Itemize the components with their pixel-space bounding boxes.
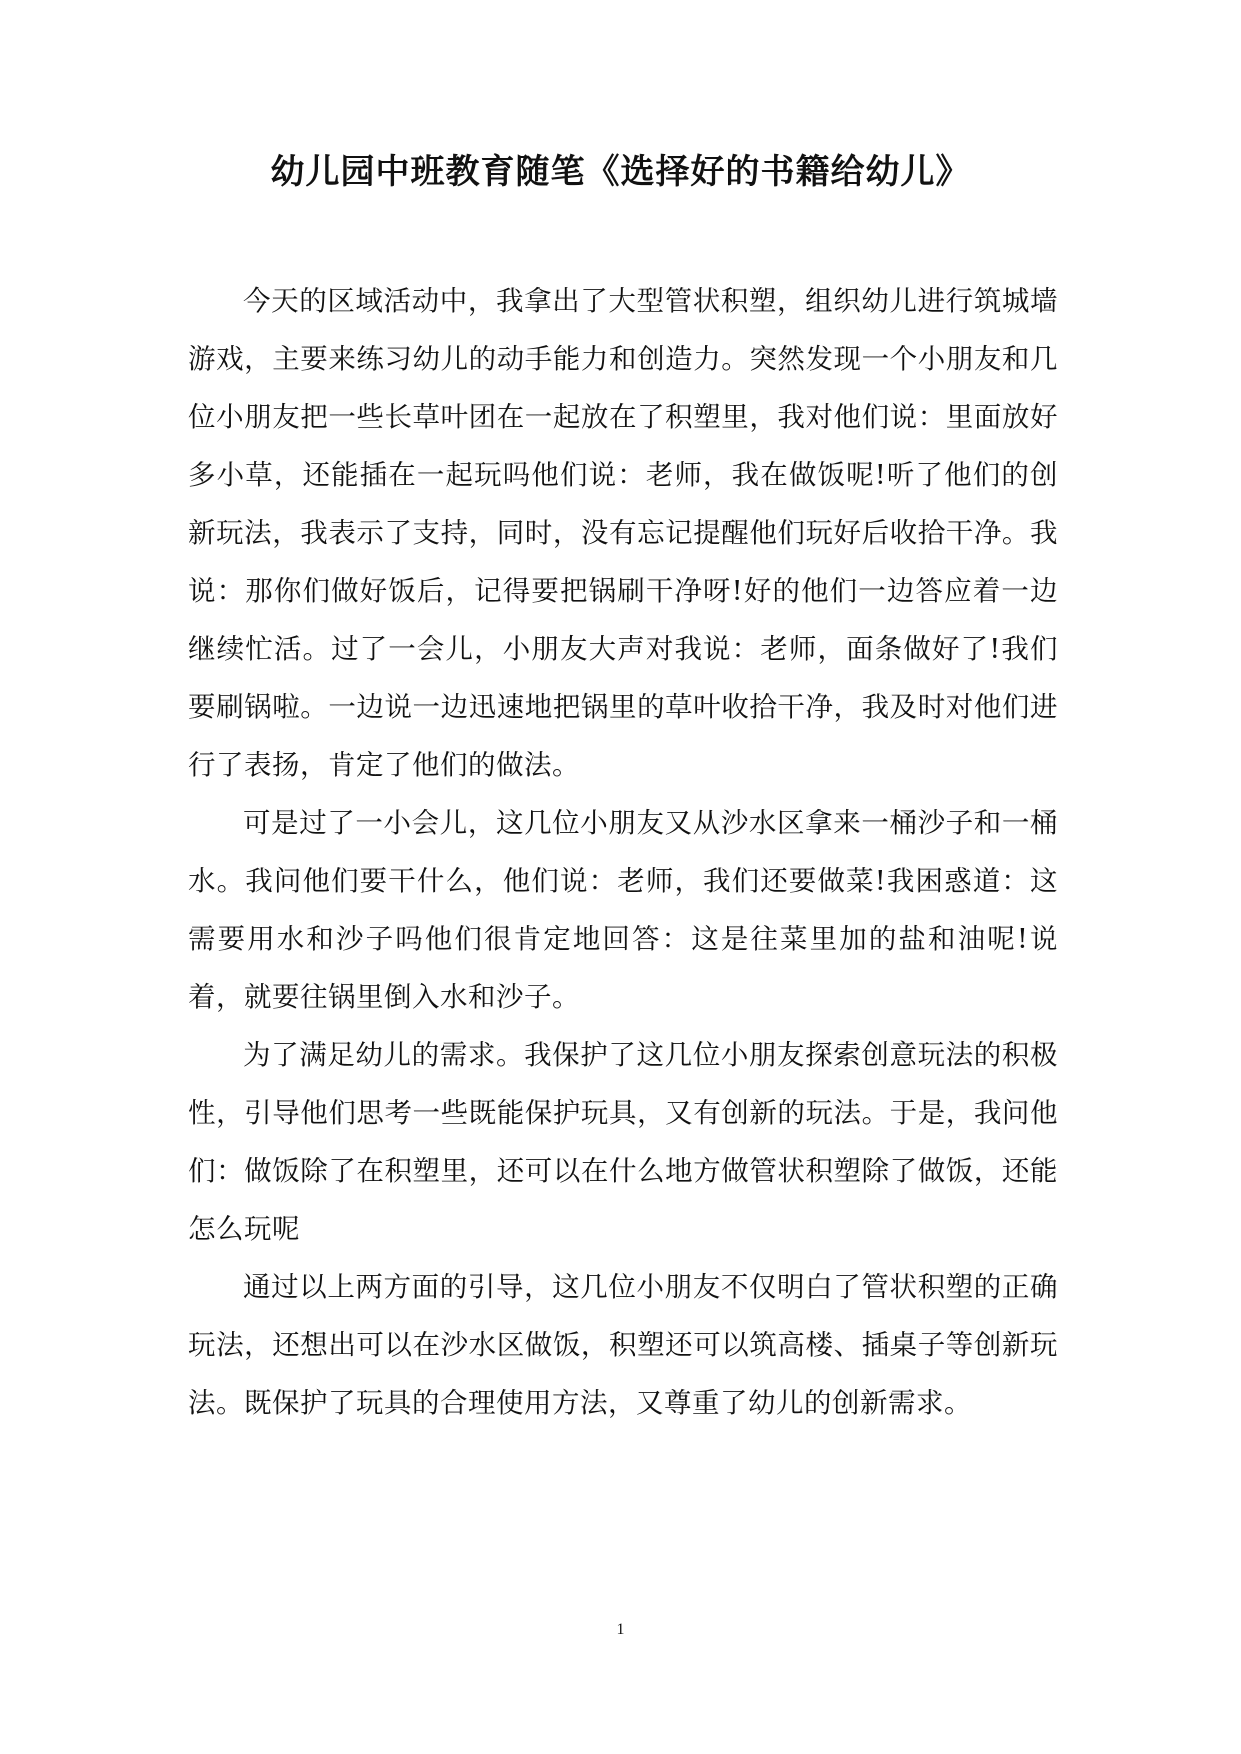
paragraph: 可是过了一小会儿，这几位小朋友又从沙水区拿来一桶沙子和一桶水。我问他们要干什么，他们说：老师，我们还要做菜!我困惑道：这需要用水和沙子吗他们很肯定地回答：这是往菜里加的盐和油呢!说着，就要往锅里倒入水和沙子。: [188, 807, 1058, 1013]
paragraph: 通过以上两方面的引导，这几位小朋友不仅明白了管状积塑的正确玩法，还想出可以在沙水区做饭，积塑还可以筑高楼、插桌子等创新玩法。既保护了玩具的合理使用方法，又尊重了幼儿的创新需求。: [188, 1271, 1058, 1419]
document-title: 幼儿园中班教育随笔《选择好的书籍给幼儿》: [270, 152, 971, 192]
paragraph: 为了满足幼儿的需求。我保护了这几位小朋友探索创意玩法的积极性，引导他们思考一些既能保护玩具，又有创新的玩法。于是，我问他们：做饭除了在积塑里，还可以在什么地方做管状积塑除了做饭，还能怎么玩呢: [188, 1039, 1058, 1245]
page-number: 1: [616, 1621, 625, 1638]
document-body: [188, 272, 1058, 1432]
paragraph: 今天的区域活动中，我拿出了大型管状积塑，组织幼儿进行筑城墙游戏，主要来练习幼儿的动手能力和创造力。突然发现一个小朋友和几位小朋友把一些长草叶团在一起放在了积塑里，我对他们说：里面放好多小草，还能插在一起玩吗他们说：老师，我在做饭呢!听了他们的创新玩法，我表示了支持，同时，没有忘记提醒他们玩好后收拾干净。我说：那你们做好饭后，记得要把锅刷干净呀!好的他们一边答应着一边继续忙活。过了一会儿，小朋友大声对我说：老师，面条做好了!我们要刷锅啦。一边说一边迅速地把锅里的草叶收拾干净，我及时对他们进行了表扬，肯定了他们的做法。: [188, 285, 1058, 781]
